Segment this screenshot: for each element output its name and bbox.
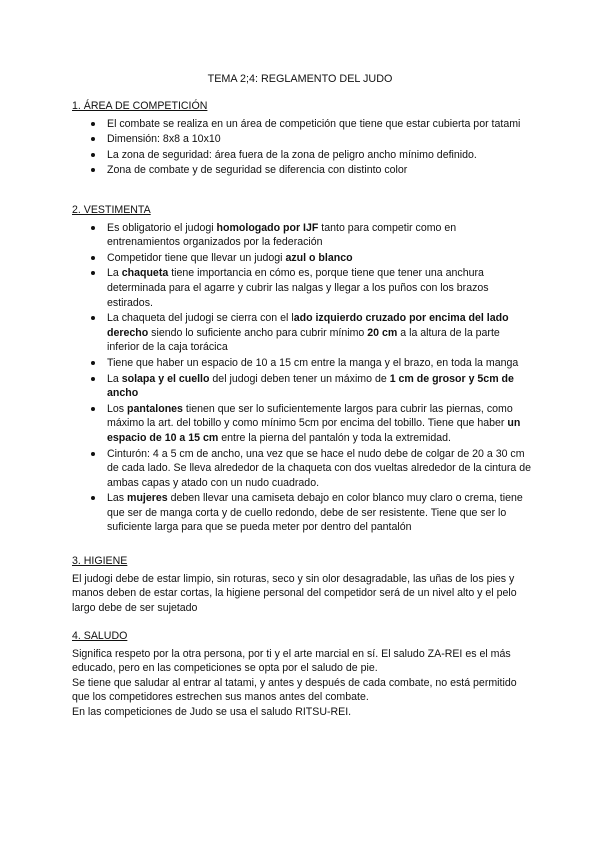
text-run: deben llevar una camiseta debajo en color blanco muy claro o crema, tiene que ser de manga corta y de cuello redondo, debe de ser resistente. Tiene que ser lo suficiente larga para que se pueda meter por dentro del pantalón [107, 492, 523, 534]
text-run: Dimensión: 8x8 a 10x10 [107, 133, 221, 146]
text-run: Cinturón: 4 a 5 cm de ancho, una vez que se hace el nudo debe de colgar de 20 a 30 cm de cada lado. Se lleva alrededor de la chaqueta con dos vueltas alrededor de la cintura de ambas capas y atado con un nudo cuadrado. [107, 447, 532, 489]
text-run: Competidor tiene que llevar un judogi [107, 251, 286, 264]
bullet-item [107, 117, 532, 132]
text-run: Las [107, 492, 128, 505]
bold-text: chaqueta [121, 267, 169, 280]
text-run: La [107, 267, 122, 280]
text-run: La [107, 372, 122, 385]
bold-text: solapa y el cuello [121, 372, 210, 385]
bold-text: 1 cm de grosor y 5cm de ancho [107, 372, 514, 400]
text-run: entre la pierna del pantalón y toda la extremidad. [218, 431, 451, 444]
bullet-item [107, 163, 532, 178]
section-higiene [72, 554, 534, 615]
text-run: del judogi deben tener un máximo de [209, 372, 390, 385]
text-run: La chaqueta del judogi se cierra con el l [107, 312, 294, 325]
bold-text: 20 cm [367, 326, 398, 339]
paragraph: El judogi debe de estar limpio, sin roturas, seco y sin olor desagradable, las uñas de los pies y manos deben de estar cortas, la higiene personal del competidor será de un nivel alto y el pelo largo debe de ser sujetado [72, 572, 517, 614]
bold-text: azul o blanco [285, 251, 353, 264]
bold-text: homologado por IJF [216, 221, 319, 234]
text-run: El combate se realiza en un área de competición que tiene que estar cubierta por tatami [107, 117, 521, 130]
bullet-item [107, 356, 532, 371]
text-run: La zona de seguridad: área fuera de la zona de peligro ancho mínimo definido. [107, 148, 477, 161]
bullet-item [107, 372, 532, 401]
bullet-item [107, 132, 532, 147]
bullet-item [107, 311, 532, 355]
bullet-item [107, 447, 532, 491]
text-run: tienen que ser lo suficientemente largos para cubrir las piernas, como máximo la art. del tobillo y como mínimo 5cm por encima del tobillo. Tiene que haber [107, 402, 513, 430]
bold-text: ado izquierdo cruzado por encima del lado derecho [107, 312, 509, 339]
bold-text: mujeres [127, 492, 168, 505]
text-run: tiene importancia en cómo es, porque tiene que tener una anchura determinada para el agarre y cubrir las nalgas y llegar a los puños con los brazos estirados. [107, 267, 489, 309]
bold-text: un espacio de 10 a 15 cm [107, 417, 521, 444]
bullet-list [72, 117, 532, 178]
text-run: siendo lo suficiente ancho para cubrir mínimo [148, 326, 368, 339]
section-saludo [72, 629, 534, 720]
section-heading: 1. ÁREA DE COMPETICIÓN [72, 100, 208, 112]
paragraph: Se tiene que saludar al entrar al tatami, y antes y después de cada combate, no está permitido que los competidores estrechen sus manos antes del combate. [72, 676, 517, 704]
bullet-item [107, 221, 532, 250]
section-heading: 4. SALUDO [72, 630, 128, 642]
text-run: Los [107, 402, 128, 415]
bullet-item [107, 148, 532, 163]
text-run: Tiene que haber un espacio de 10 a 15 cm entre la manga y el brazo, en toda la manga [107, 356, 519, 369]
section-vestimenta [72, 203, 532, 536]
section-heading: 3. HIGIENE [72, 555, 128, 567]
paragraph: En las competiciones de Judo se usa el saludo RITSU-REI. [72, 705, 352, 718]
text-run: Zona de combate y de seguridad se diferencia con distinto color [107, 164, 408, 177]
text-run: Es obligatorio el judogi [107, 221, 217, 234]
section-area-competicion [72, 99, 532, 179]
text-run: tanto para competir como en entrenamientos organizados por la federación [107, 221, 457, 249]
bullet-item [107, 491, 532, 535]
paragraph: Significa respeto por la otra persona, por ti y el arte marcial en sí. El saludo ZA-REI es el más educado, pero en las competiciones se opta por el saludo de pie. [72, 647, 511, 675]
section-heading: 2. VESTIMENTA [72, 204, 151, 216]
text-run: a la altura de la parte inferior de la caja torácica [107, 326, 500, 354]
bullet-item [107, 266, 532, 310]
bullet-item [107, 402, 532, 446]
bullet-list [72, 221, 532, 535]
bold-text: pantalones [127, 402, 183, 415]
bullet-item [107, 251, 532, 266]
page-title: TEMA 2;4: REGLAMENTO DEL JUDO [207, 73, 393, 85]
